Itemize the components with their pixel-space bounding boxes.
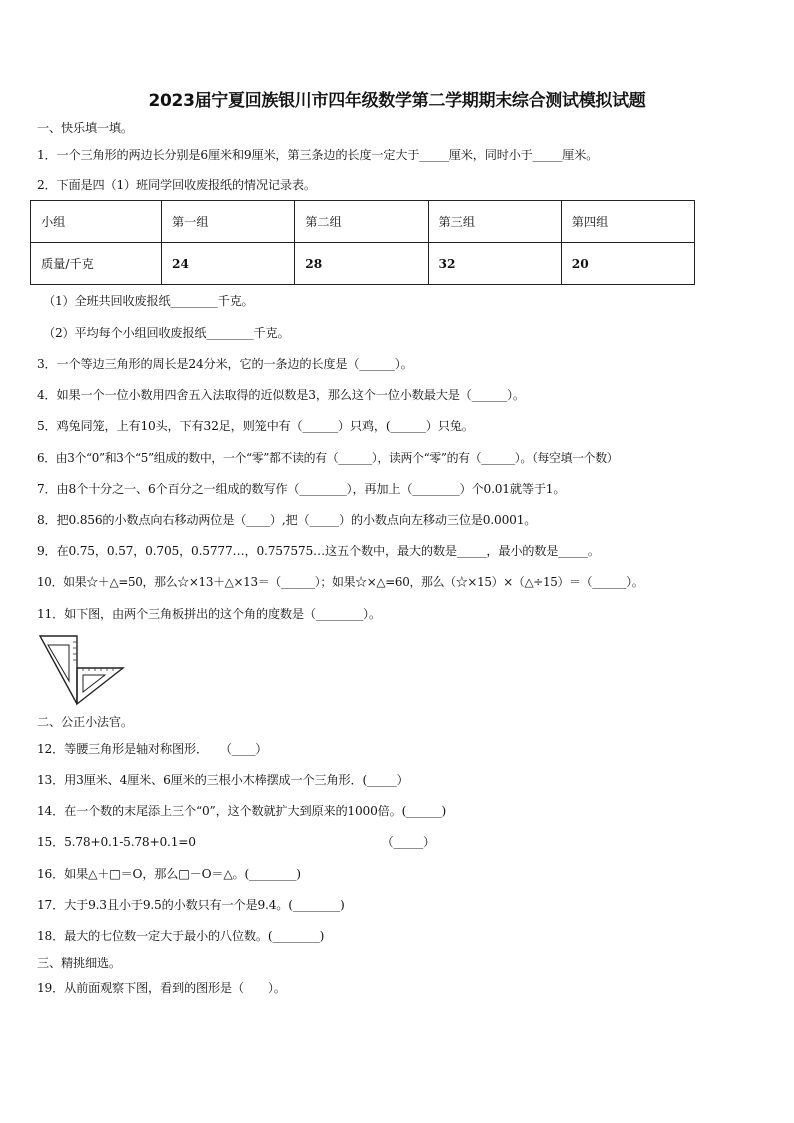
table-row bbox=[31, 243, 695, 285]
question-2-part-1: （1）全班共回收废报纸________千克。 bbox=[43, 294, 254, 308]
table-header-cell: 小组 bbox=[31, 201, 162, 243]
table-cell: 质量/千克 bbox=[31, 243, 162, 285]
table-cell: 28 bbox=[295, 243, 428, 285]
question-9: 9．在0.75，0.57，0.705，0.5777…，0.757575…这五个数中，最大的数是_____，最小的数是_____。 bbox=[37, 544, 600, 558]
question-2-part-2: （2）平均每个小组回收废报纸________千克。 bbox=[43, 326, 290, 340]
question-14: 14．在一个数的末尾添上三个“0”，这个数就扩大到原来的1000倍。(______) bbox=[37, 804, 447, 818]
triangle-rulers-figure bbox=[37, 634, 127, 706]
table-header-cell: 第二组 bbox=[295, 201, 428, 243]
question-13: 13．用3厘米、4厘米、6厘米的三根小木棒摆成一个三角形．(_____） bbox=[37, 773, 409, 787]
question-15: 15．5.78+0.1-5.78+0.1=0 （_____） bbox=[37, 835, 435, 849]
table-header-row bbox=[31, 201, 695, 243]
table-header-cell: 第三组 bbox=[428, 201, 561, 243]
question-7: 7．由8个十分之一、6个百分之一组成的数写作（________），再加上（________）个0.01就等于1。 bbox=[37, 482, 566, 496]
record-table bbox=[30, 200, 695, 285]
page-title: 2023届宁夏回族银川市四年级数学第二学期期末综合测试模拟试题 bbox=[148, 91, 646, 111]
question-2: 2．下面是四（1）班同学回收废报纸的情况记录表。 bbox=[37, 178, 316, 192]
question-16: 16．如果△＋□＝O，那么□－O＝△。(________) bbox=[37, 867, 301, 881]
question-8: 8．把0.856的小数点向右移动两位是（____）,把（_____）的小数点向左移动三位是0.0001。 bbox=[37, 513, 537, 527]
table-cell: 32 bbox=[428, 243, 561, 285]
question-6: 6．由3个“0”和3个“5”组成的数中，一个“零”都不读的有（______），读两个“零”的有（______）。（每空填一个数） bbox=[37, 451, 619, 465]
question-3: 3．一个等边三角形的周长是24分米，它的一条边的长度是（______）。 bbox=[37, 357, 413, 371]
table-header-cell: 第四组 bbox=[561, 201, 694, 243]
section-heading-1: 一、快乐填一填。 bbox=[37, 121, 133, 135]
table-cell: 20 bbox=[561, 243, 694, 285]
question-1: 1．一个三角形的两边长分别是6厘米和9厘米，第三条边的长度一定大于_____厘米，同时小于_____厘米。 bbox=[37, 148, 599, 162]
section-heading-2: 二、公正小法官。 bbox=[37, 715, 133, 729]
question-10: 10．如果☆＋△=50，那么☆×13＋△×13＝（______）；如果☆×△=60，那么（☆×15）×（△÷15）＝（______）。 bbox=[37, 575, 644, 589]
question-11: 11．如下图，由两个三角板拼出的这个角的度数是（________）。 bbox=[37, 607, 381, 621]
question-17: 17．大于9.3且小于9.5的小数只有一个是9.4。(________) bbox=[37, 898, 345, 912]
question-19: 19．从前面观察下图，看到的图形是（ ）。 bbox=[37, 981, 286, 995]
question-18: 18．最大的七位数一定大于最小的八位数。(________) bbox=[37, 929, 325, 943]
question-4: 4．如果一个一位小数用四舍五入法取得的近似数是3，那么这个一位小数最大是（______）。 bbox=[37, 388, 525, 402]
question-5: 5．鸡兔同笼，上有10头，下有32足，则笼中有（______）只鸡，(______）只兔。 bbox=[37, 419, 474, 433]
table-header-cell: 第一组 bbox=[162, 201, 295, 243]
table-cell: 24 bbox=[162, 243, 295, 285]
question-12: 12．等腰三角形是轴对称图形． （____） bbox=[37, 742, 268, 756]
section-heading-3: 三、精挑细选。 bbox=[37, 956, 121, 970]
